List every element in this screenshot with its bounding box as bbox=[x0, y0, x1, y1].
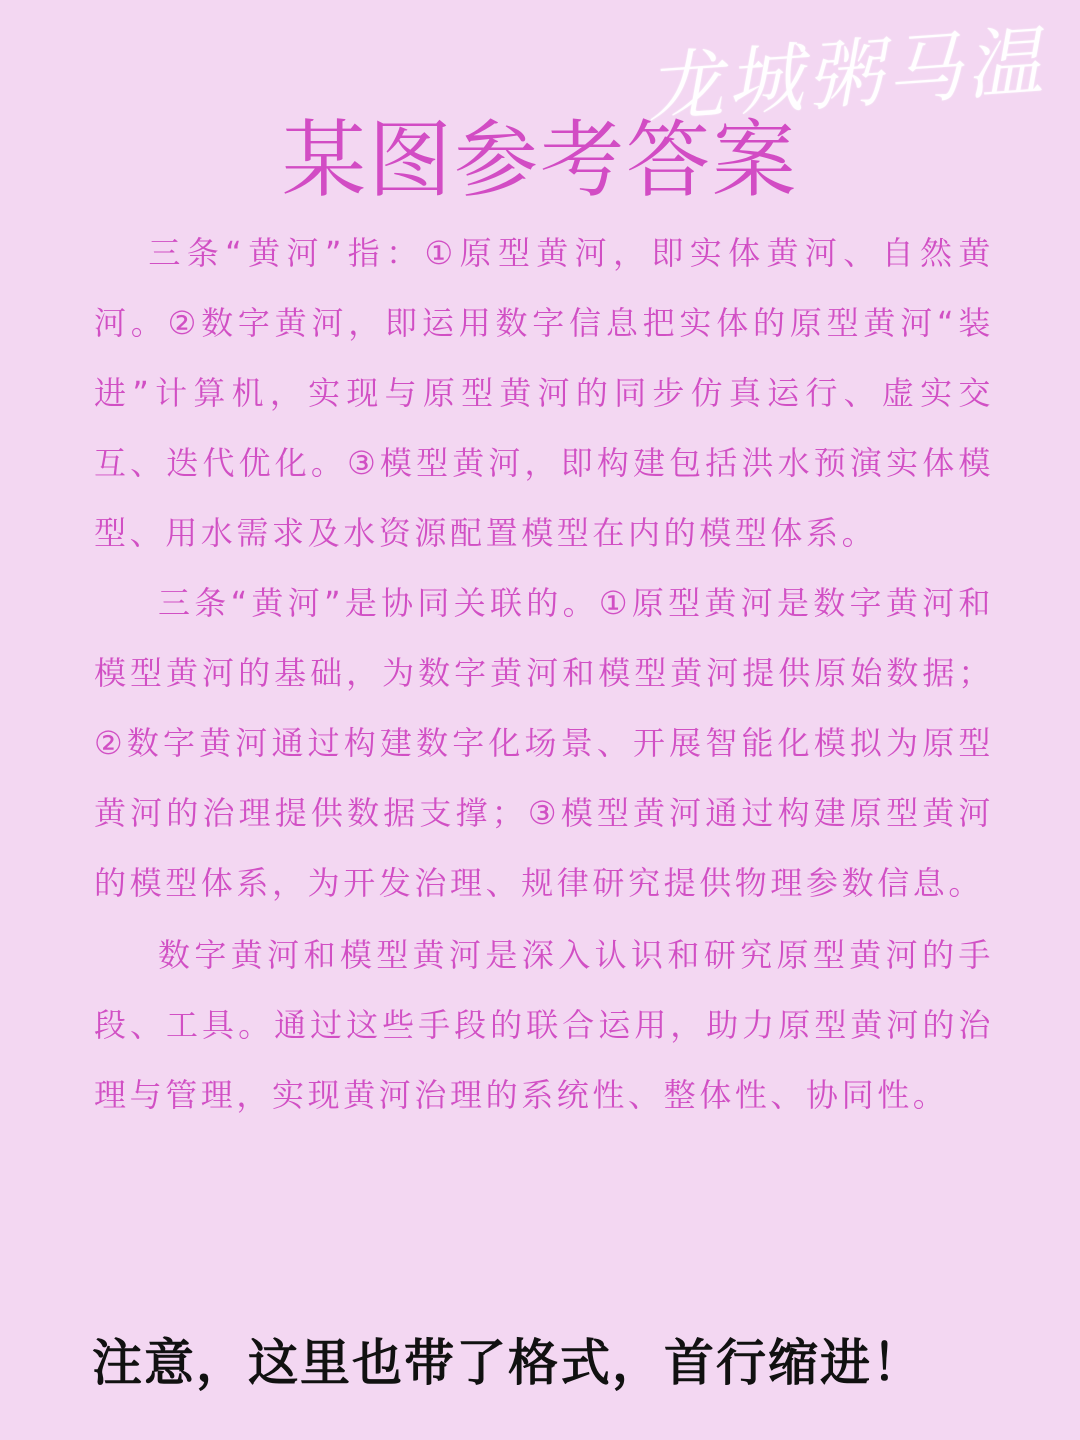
paragraph-three-rivers-definition: 三条“黄河”指：①原型黄河，即实体黄河、自然黄河。②数字黄河，即运用数字信息把实体的原型黄河“装进”计算机，实现与原型黄河的同步仿真运行、虚实交互、迭代优化。③模型黄河，即构建包括洪水预演实体模型、用水需求及水资源配置模型在内的模型体系。 bbox=[94, 234, 994, 552]
watermark-signature: 龙城粥马温 bbox=[643, 16, 1050, 133]
paragraph-means-and-tools: 数字黄河和模型黄河是深入认识和研究原型黄河的手段、工具。通过这些手段的联合运用，助力原型黄河的治理与管理，实现黄河治理的系统性、整体性、协同性。 bbox=[94, 936, 994, 1114]
format-note: 注意，这里也带了格式，首行缩进！ bbox=[92, 1334, 924, 1392]
answer-body bbox=[94, 218, 994, 1130]
page-title: 某图参考答案 bbox=[281, 111, 798, 209]
paragraph-three-rivers-relation: 三条“黄河”是协同关联的。①原型黄河是数字黄河和模型黄河的基础，为数字黄河和模型黄河提供原始数据；②数字黄河通过构建数字化场景、开展智能化模拟为原型黄河的治理提供数据支撑；③模型黄河通过构建原型黄河的模型体系，为开发治理、规律研究提供物理参数信息。 bbox=[94, 584, 994, 902]
